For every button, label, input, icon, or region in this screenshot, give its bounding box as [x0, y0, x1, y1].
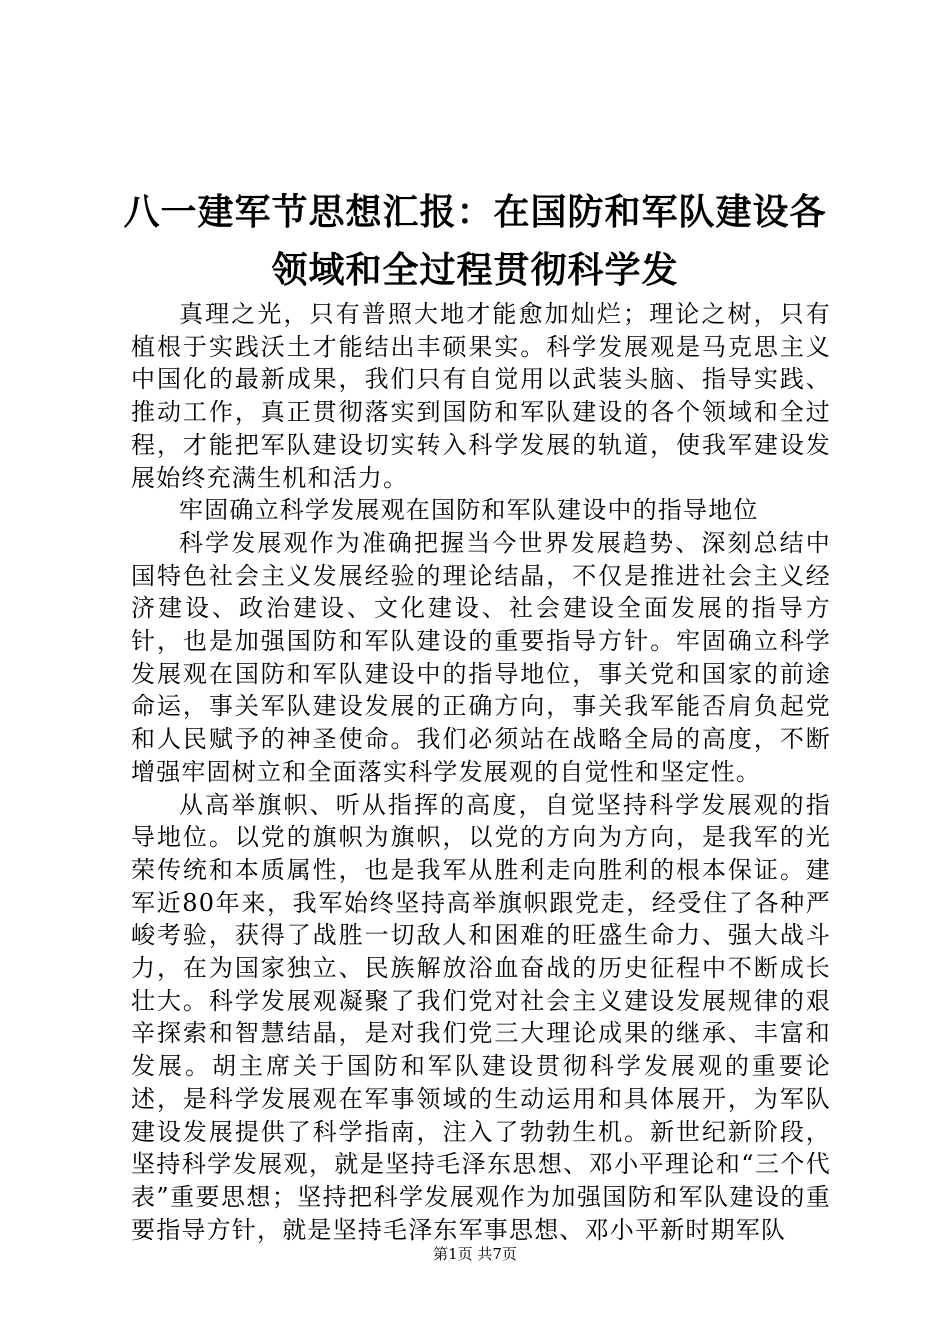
document-body — [131, 298, 831, 1246]
page-footer: 第1页 共7页 — [433, 1245, 517, 1263]
document-title: 八一建军节思想汇报：在国防和军队建设各领域和全过程贯彻科学发 — [123, 191, 827, 291]
paragraph-intro: 真理之光，只有普照大地才能愈加灿烂；理论之树，只有植根于实践沃土才能结出丰硕果实。科学发展观是马克思主义中国化的最新成果，我们只有自觉用以武装头脑、指导实践、推动工作，真正贯彻落实到国防和军队建设的各个领域和全过程，才能把军队建设切实转入科学发展的轨道，使我军建设发展始终充满生机和活力。 — [131, 300, 831, 492]
section-heading: 牢固确立科学发展观在国防和军队建设中的指导地位 — [179, 496, 759, 525]
paragraph-banner: 从高举旗帜、听从指挥的高度，自觉坚持科学发展观的指导地位。以党的旗帜为旗帜，以党的方向为方向，是我军的光荣传统和本质属性，也是我军从胜利走向胜利的根本保证。建军近80年来，我军始终坚持高举旗帜跟党走，经受住了各种严峻考验，获得了战胜一切敌人和困难的旺盛生命力、强大战斗力，在为国家独立、民族解放浴血奋战的历史征程中不断成长壮大。科学发展观凝聚了我们党对社会主义建设发展规律的艰辛探索和智慧结晶，是对我们党三大理论成果的继承、丰富和发展。胡主席关于国防和军队建设贯彻科学发展观的重要论述，是科学发展观在军事领域的生动运用和具体展开，为军队建设发展提供了科学指南，注入了勃勃生机。新世纪新阶段，坚持科学发展观，就是坚持毛泽东思想、邓小平理论和“三个代表”重要思想；坚持把科学发展观作为加强国防和军队建设的重要指导方针，就是坚持毛泽东军事思想、邓小平新时期军队 — [131, 790, 831, 1244]
paragraph-guidance: 科学发展观作为准确把握当今世界发展趋势、深刻总结中国特色社会主义发展经验的理论结晶，不仅是推进社会主义经济建设、政治建设、文化建设、社会建设全面发展的指导方针，也是加强国防和军队建设的重要指导方针。牢固确立科学发展观在国防和军队建设中的指导地位，事关党和国家的前途命运，事关军队建设发展的正确方向，事关我军能否肩负起党和人民赋予的神圣使命。我们必须站在战略全局的高度，不断增强牢固树立和全面落实科学发展观的自觉性和坚定性。 — [131, 528, 831, 786]
